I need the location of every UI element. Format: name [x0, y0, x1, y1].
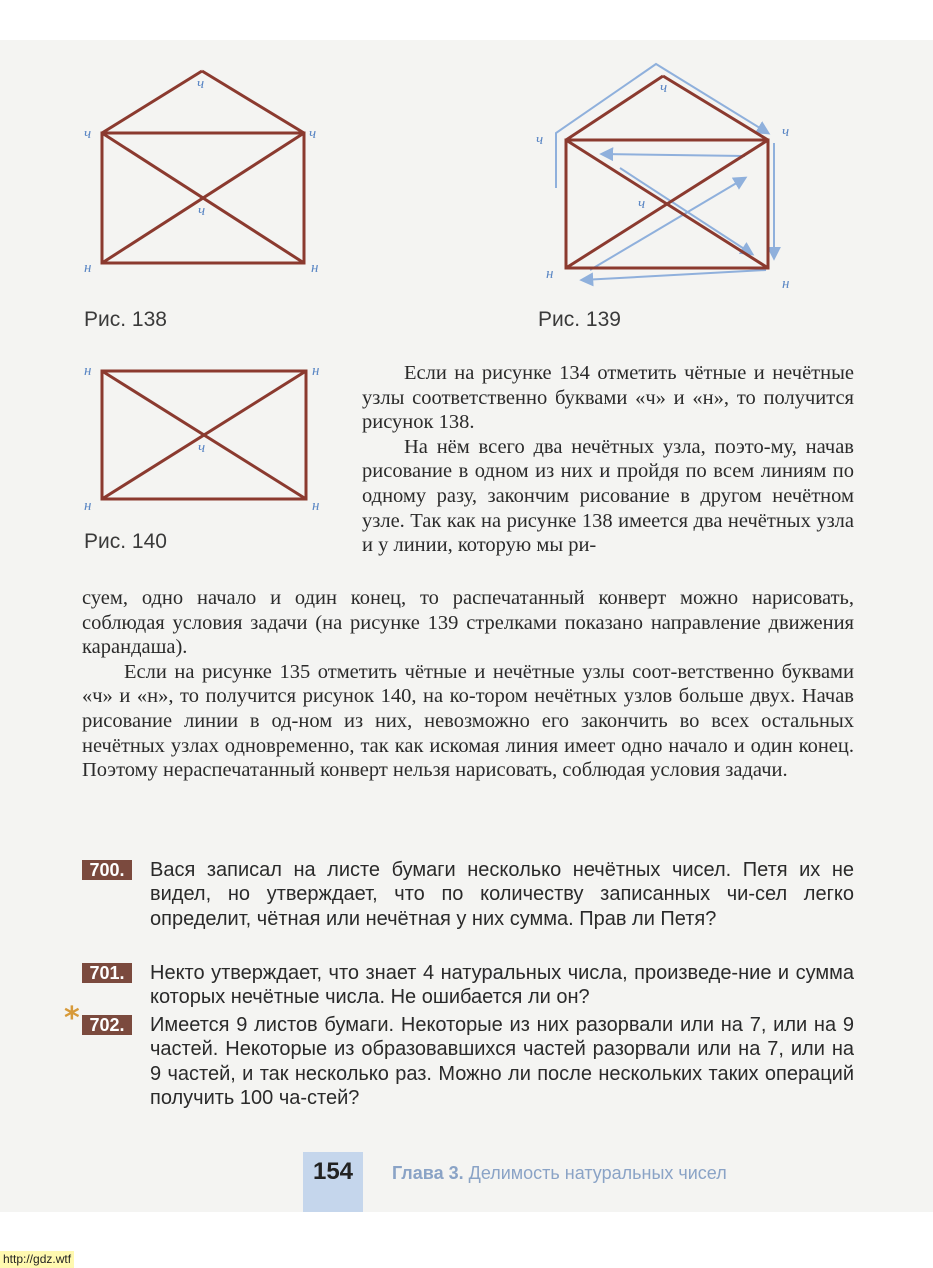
node-label-left: ч	[84, 126, 92, 142]
chapter-title: Делимость натуральных чисел	[468, 1163, 727, 1183]
figure-140-caption: Рис. 140	[84, 530, 167, 553]
node-label-right: ч	[782, 124, 790, 140]
node-label-right: ч	[309, 126, 317, 142]
problem-700	[82, 858, 854, 931]
node-label-center: ч	[198, 440, 206, 456]
paragraph-3: Если на рисунке 135 отметить чётные и нечётные узлы соот-ветственно буквами «ч» и «н», то получится рисунок 140, на ко-тором нечётных узлов больше двух. Начав рисование линии в од-ном из них, невозможно его закончить во всех остальных нечётных узлах одновременно, так как искомая линия имеет одно начало и один конец. Поэтому нераспечатанный конверт нельзя нарисовать, соблюдая условия задачи.	[82, 660, 854, 782]
figure-138	[80, 60, 340, 280]
node-label-center: ч	[198, 203, 206, 219]
chapter-label: Глава 3.	[392, 1163, 464, 1183]
difficulty-star-icon: *	[64, 1001, 80, 1036]
problem-number-badge: 702.	[82, 1015, 132, 1035]
figure-138-caption: Рис. 138	[84, 308, 167, 331]
page-number: 154	[312, 1158, 354, 1185]
problem-number-badge: 700.	[82, 860, 132, 880]
body-text-full-width	[82, 586, 854, 783]
envelope-closed-diagram	[80, 355, 340, 525]
node-label-bottom-right: н	[312, 498, 320, 514]
running-footer	[392, 1163, 727, 1184]
node-label-top-right: н	[312, 363, 320, 379]
node-label-bottom-left: н	[84, 260, 92, 276]
node-label-center: ч	[638, 196, 646, 212]
problem-702	[64, 1001, 854, 1111]
envelope-path-diagram	[530, 58, 810, 298]
problem-text: Некто утверждает, что знает 4 натуральных числа, произведе-ние и сумма которых нечётные числа. Не ошибается ли он?	[150, 962, 854, 1009]
problem-text: Имеется 9 листов бумаги. Некоторые из них разорвали или на 7, или на 9 частей. Некоторые из образовавшихся частей разорвали или на 7, или на 9 частей, и так несколько раз. Можно ли после нескольких таких операций получить 100 ча-стей?	[150, 1014, 854, 1110]
node-label-top-left: н	[84, 363, 92, 379]
figure-140	[80, 355, 340, 525]
figure-139	[530, 58, 810, 298]
node-label-bottom-right: н	[782, 276, 790, 292]
problem-text: Вася записал на листе бумаги несколько нечётных чисел. Петя их не видел, но утверждает, что по количеству записанных чи-сел легко определит, чётная или нечётная у них сумма. Прав ли Петя?	[150, 859, 854, 930]
node-label-bottom-left: н	[546, 266, 554, 282]
paragraph-1: Если на рисунке 134 отметить чётные и нечётные узлы соответственно буквами «ч» и «н», то получится рисунок 138.	[362, 362, 854, 434]
node-label-top: ч	[197, 76, 205, 92]
envelope-open-diagram	[80, 60, 340, 280]
problem-701	[82, 961, 854, 1010]
node-label-left: ч	[536, 132, 544, 148]
node-label-bottom-left: н	[84, 498, 92, 514]
body-text-right-column	[362, 361, 854, 558]
node-label-bottom-right: н	[311, 260, 319, 276]
problem-number-badge: 701.	[82, 963, 132, 983]
watermark-link[interactable]: http://gdz.wtf	[0, 1251, 74, 1268]
figure-139-caption: Рис. 139	[538, 308, 621, 331]
paragraph-2-start: На нём всего два нечётных узла, поэто-му, начав рисование в одном из них и пройдя по всем линиям по одному разу, закончим рисование в другом нечётном узле. Так как на рисунке 138 имеется два нечётных узла и у линии, которую мы ри-	[362, 435, 854, 557]
node-label-top: ч	[660, 80, 668, 96]
paragraph-2-end: суем, одно начало и один конец, то распечатанный конверт можно нарисовать, соблюдая условия задачи (на рисунке 139 стрелками показано направление движения карандаша).	[82, 587, 854, 659]
